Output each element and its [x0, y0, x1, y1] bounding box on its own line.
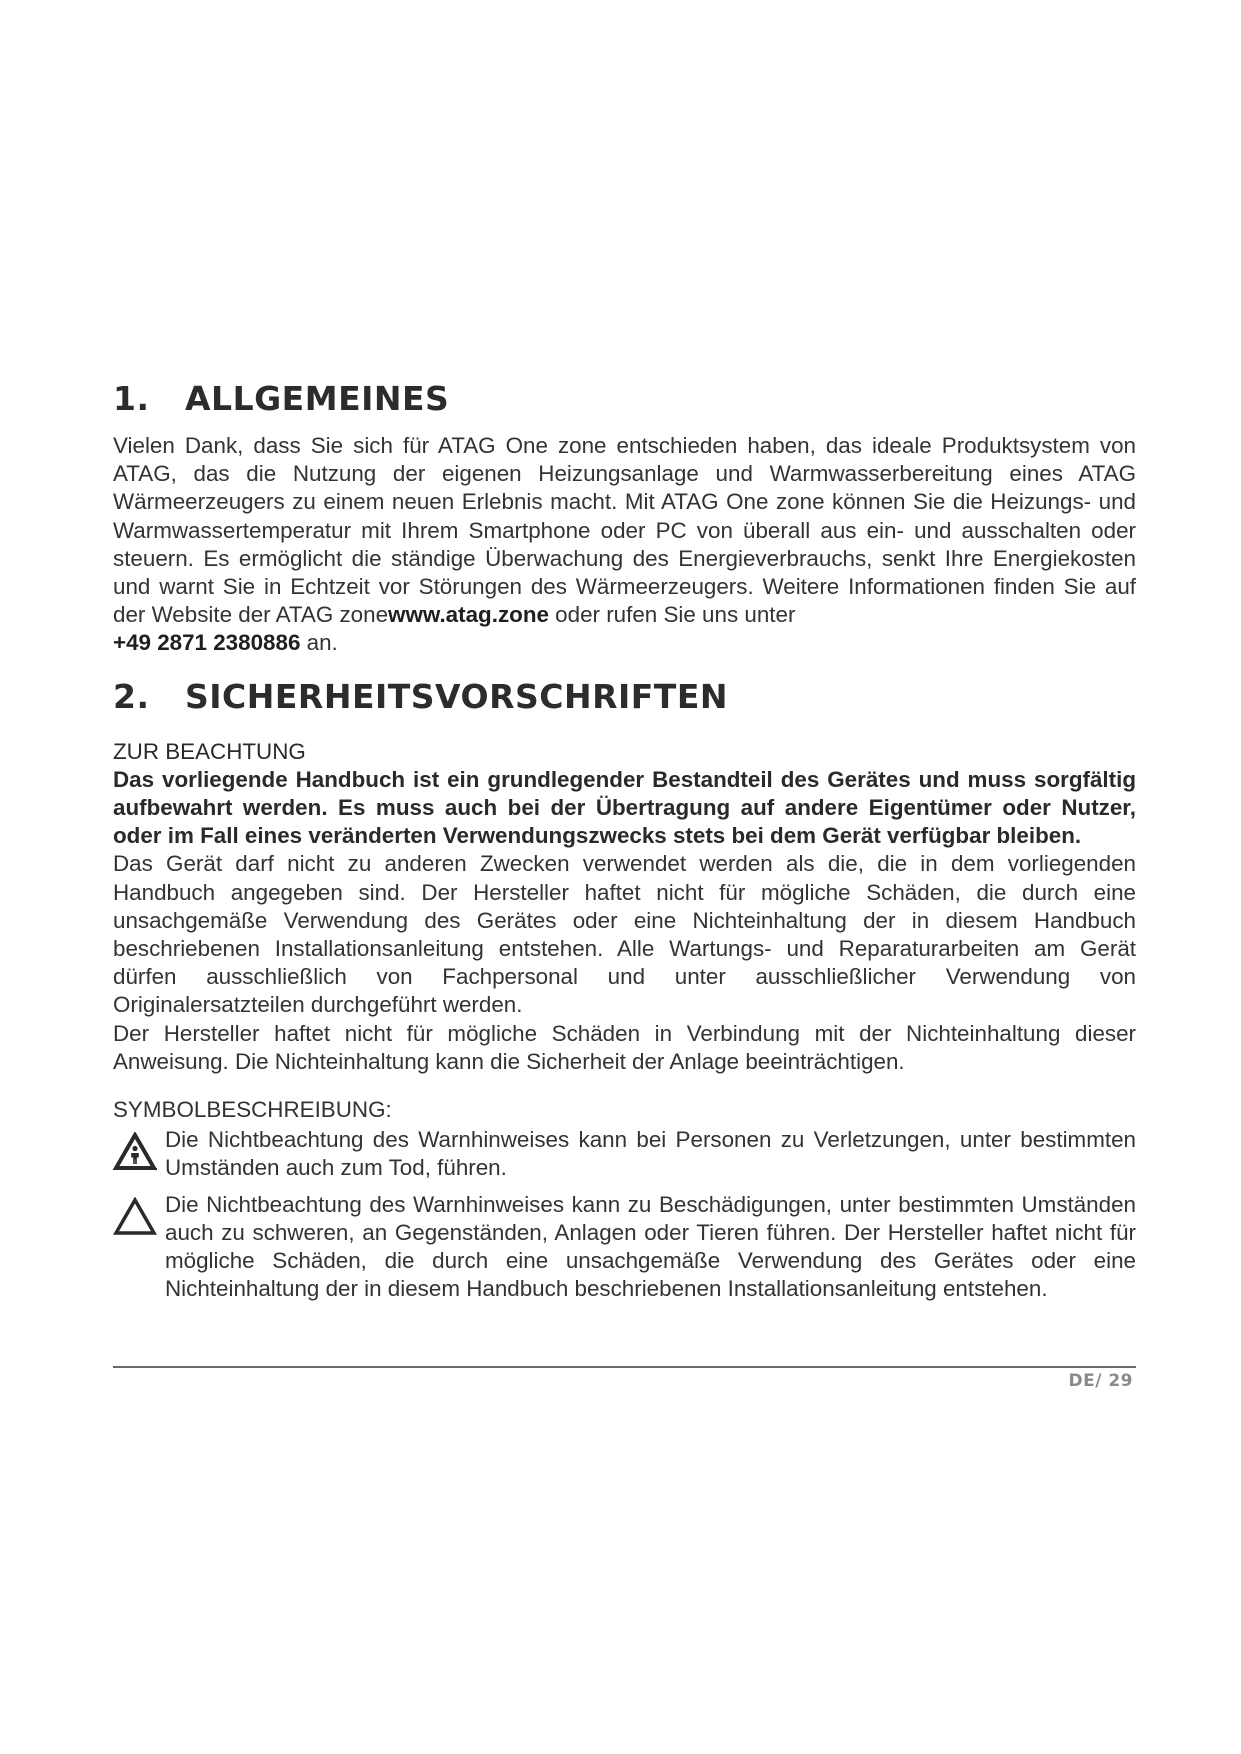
- section-2-body-2: Der Hersteller haftet nicht für mögliche Schäden in Verbindung mit der Nichteinhaltung dieser Anweisung. Die Nichteinhaltung kann die Sicherheit der Anlage beeinträchtigen.: [113, 1020, 1136, 1074]
- warning-triangle-icon: [113, 1191, 165, 1242]
- website-link[interactable]: www.atag.zone: [388, 602, 549, 628]
- phone-number: +49 2871 2380886: [113, 630, 301, 656]
- symbol-heading: SYMBOLBESCHREIBUNG:: [113, 1097, 392, 1123]
- page-number: DE/ 29: [1068, 1371, 1133, 1391]
- section-2-heading: [113, 670, 1136, 724]
- section-1-text: Vielen Dank, dass Sie sich für ATAG One zone entschieden haben, das ideale Produktsystem von ATAG, das die Nutzung der eigenen Heizungsanlage und Warmwasserbereitung eines ATAG Wärmeerzeugers zu einem neuen Erlebnis macht. Mit ATAG One zone können Sie die Heizungs- und Warmwassertemperatur mit Ihrem Smartphone oder PC von überall aus ein- und ausschalten oder steuern. Es ermöglicht die ständige Überwachung des Energieverbrauchs, senkt Ihre Energiekosten und warnt Sie in Echtzeit vor Störungen des Wärmeerzeugers. Weitere Informationen finden Sie auf der Website der ATAG zone: [113, 433, 1136, 628]
- warning-person-icon: [113, 1126, 165, 1177]
- notice-subheading: ZUR BEACHTUNG: [113, 738, 306, 764]
- symbol-row-person: [113, 1126, 1136, 1182]
- symbol-text-property: Die Nichtbeachtung des Warnhinweises kann zu Beschädigungen, unter bestimmten Umständen auch zu schweren, an Gegenständen, Anlagen oder Tieren führen. Der Hersteller haftet nicht für mögliche Schäden, die durch eine unsachgemäße Verwendung des Gerätes oder eine Nichteinhaltung der in diesem Handbuch beschriebenen Installationsanleitung entstehen.: [165, 1191, 1136, 1302]
- section-1-title: ALLGEMEINES: [185, 379, 450, 418]
- section-1-text-end: an.: [300, 630, 338, 656]
- section-2-title: SICHERHEITSVORSCHRIFTEN: [185, 676, 728, 716]
- footer-rule: [113, 1366, 1136, 1368]
- section-1-number: 1.: [113, 379, 150, 418]
- symbol-text-person: Die Nichtbeachtung des Warnhinweises kann bei Personen zu Verletzungen, unter bestimmten Umständen auch zum Tod, führen.: [165, 1127, 1136, 1181]
- page-content: [113, 372, 1136, 1303]
- section-1-text-middle: oder rufen Sie uns unter: [548, 602, 796, 628]
- section-2-body-1: Das Gerät darf nicht zu anderen Zwecken verwendet werden als die, die in dem vorliegenden Handbuch angegeben sind. Der Hersteller haftet nicht für mögliche Schäden, die durch eine unsachgemäße Verwendung des Gerätes oder eine Nichteinhaltung der in diesem Handbuch beschriebenen Installationsanleitung entstehen. Alle Wartungs- und Reparaturarbeiten am Gerät dürfen ausschließlich von Fachpersonal und unter ausschließlicher Verwendung von Originalersatzteilen durchgeführt werden.: [113, 851, 1136, 1018]
- symbol-row-property: [113, 1191, 1136, 1304]
- section-1-heading: [113, 372, 1136, 426]
- section-1-body: [113, 432, 1136, 658]
- notice-text: Das vorliegende Handbuch ist ein grundlegender Bestandteil des Gerätes und muss sorgfältig aufbewahrt werden. Es muss auch bei der Übertragung auf andere Eigentümer oder Nutzer, oder im Fall eines veränderten Verwendungszwecks stets bei dem Gerät verfügbar bleiben.: [113, 766, 1136, 849]
- section-2-number: 2.: [113, 676, 150, 716]
